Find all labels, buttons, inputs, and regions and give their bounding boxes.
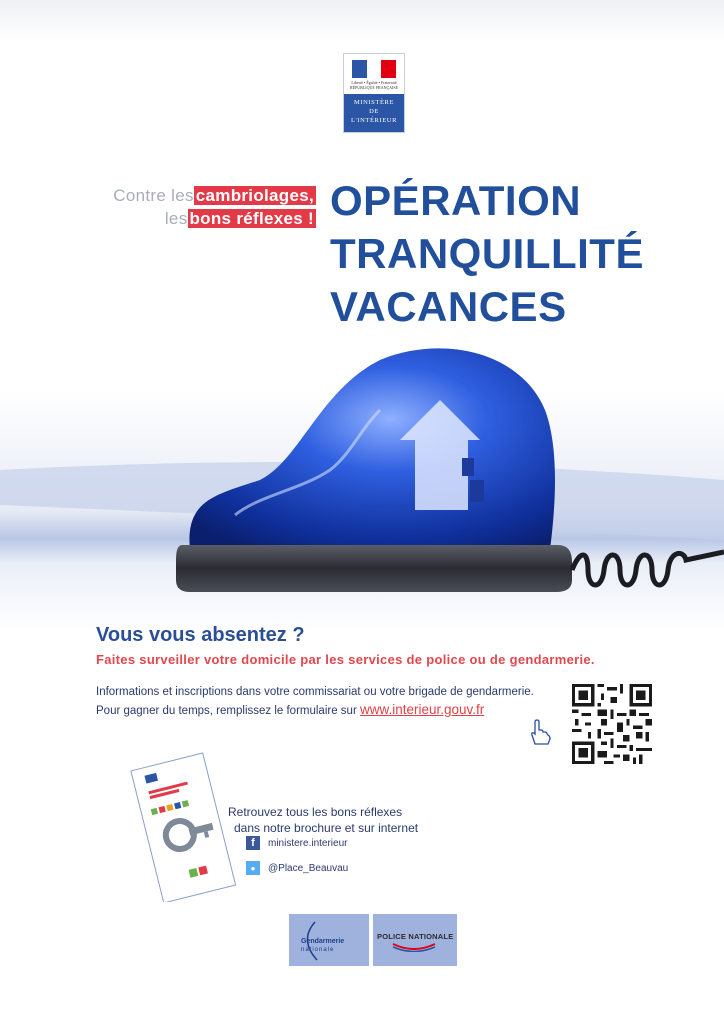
- twitter-row[interactable]: [246, 861, 348, 875]
- motto-text: Liberté • Égalité • Fraternité: [351, 80, 397, 85]
- siren-base: [176, 545, 572, 592]
- ministry-name: [344, 98, 404, 125]
- slogan-prefix-2: les: [164, 209, 188, 228]
- gendarmerie-logo: [289, 914, 369, 966]
- info-line-2: Pour gagner du temps, remplissez le formulaire sur: [96, 705, 357, 717]
- pointer-hand-icon: [526, 718, 552, 746]
- brochure-line-1: Retrouvez tous les bons réflexes: [228, 805, 403, 819]
- page-title: [330, 174, 710, 333]
- info-block: [96, 684, 576, 720]
- facebook-icon: f: [246, 836, 260, 850]
- ministry-logo: [343, 53, 405, 133]
- french-flag-icon: [352, 60, 396, 78]
- slogan-highlight-1: cambriolages,: [195, 186, 314, 205]
- gendarmerie-line-2: nationale: [301, 947, 335, 953]
- main-subheading: Faites surveiller votre domicile par les services de police ou de gendarmerie.: [96, 652, 595, 667]
- facebook-handle[interactable]: ministere.interieur: [268, 837, 348, 849]
- siren-illustration: [0, 330, 724, 630]
- brochure-image: [128, 752, 238, 902]
- slogan-highlight-2: bons réflexes !: [189, 209, 314, 228]
- ministry-line-3: L'INTÉRIEUR: [350, 117, 398, 124]
- title-line-3: VACANCES: [330, 283, 567, 330]
- slogan-prefix-1: Contre les: [113, 186, 194, 205]
- ministry-motto: [344, 80, 404, 90]
- brochure-line-2: dans notre brochure et sur internet: [234, 821, 419, 835]
- gendarmerie-line-1: Gendarmerie: [301, 938, 345, 945]
- police-text: POLICE NATIONALE: [377, 932, 454, 941]
- police-logo: [373, 914, 457, 966]
- title-line-2: TRANQUILLITÉ: [330, 230, 644, 277]
- website-link[interactable]: www.interieur.gouv.fr: [359, 702, 485, 717]
- republic-text: RÉPUBLIQUE FRANÇAISE: [349, 85, 399, 90]
- slogan: [84, 184, 316, 230]
- ministry-line-1: MINISTÈRE: [353, 99, 395, 106]
- main-heading: Vous vous absentez ?: [96, 624, 305, 646]
- flag-box: [344, 54, 404, 94]
- twitter-handle[interactable]: @Place_Beauvau: [268, 862, 349, 874]
- twitter-icon: ●: [246, 861, 260, 875]
- house-window-1: [462, 458, 474, 476]
- ministry-line-2: DE: [369, 108, 379, 115]
- qr-code[interactable]: [572, 684, 652, 764]
- info-line-1: Informations et inscriptions dans votre commissariat ou votre brigade de gendarmerie.: [96, 686, 534, 698]
- facebook-row[interactable]: [246, 836, 347, 850]
- brochure-text: [228, 804, 418, 836]
- title-line-1: OPÉRATION: [330, 177, 582, 224]
- top-shading: [0, 0, 724, 40]
- house-window-2: [470, 480, 484, 502]
- police-swoosh-icon: [391, 940, 437, 952]
